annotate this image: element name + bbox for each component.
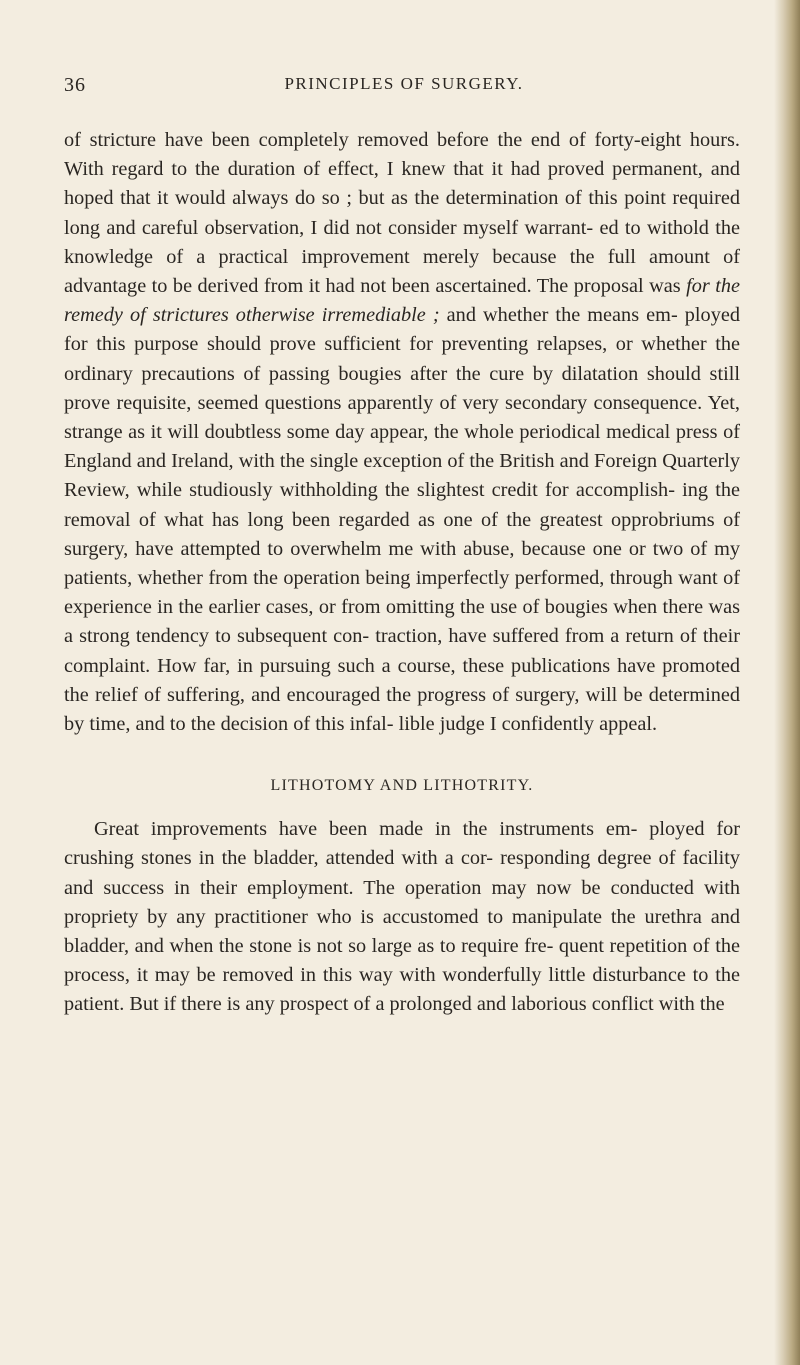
page-edge-shadow [774,0,800,1365]
paragraph1-italic-phrase: for the remedy of strictures otherwise irremediable ; [64,275,740,327]
page-header [64,74,744,104]
paragraph1-text-start: of stricture have been completely removed before the end of forty-eight hours. With regard to the duration of effect, I knew that it had proved permanent, and hoped that it would always do so ; but as the determination of this point required long and careful observation, I did not consider myself warrant- ed to withold the knowledge of a practical improvement merely because the full amount of advantage to be derived from it had not been ascertained. The proposal was [64,129,740,298]
paragraph-continued [64,126,740,739]
running-title: PRINCIPLES OF SURGERY. [284,74,524,93]
body-text [64,126,740,1020]
section-heading: LITHOTOMY AND LITHOTRITY. [270,777,534,795]
paragraph1-text-end: and whether the means em- ployed for this purpose should prove sufficient for preventing relapses, or whether the ordinary precautions of passing bougies after the cure by dilatation should still prove requisite, seemed questions apparently of very secondary consequence. Yet, strange as it will doubtless some day appear, the whole periodical medical press of England and Ireland, with the single exception of the British and Foreign Quarterly Review, while studiously withholding the slightest credit for accomplish- ing the removal of what has long been regarded as one of the greatest opprobriums of surgery, have attempted to overwhelm me with abuse, because one or two of my patients, whether from the operation being imperfectly performed, through want of experience in the earlier cases, or from omitting the use of bougies when there was a strong tendency to subsequent con- traction, have suffered from a return of their complaint. How far, in pursuing such a course, these publications have promoted the relief of suffering, and encouraged the progress of surgery, will be determined by time, and to the decision of this infal- lible judge I confidently appeal. [64,304,740,736]
page-number: 36 [64,74,86,96]
paragraph-lithotomy: Great improvements have been made in the instruments em- ployed for crushing stones in the bladder, attended with a cor- responding degree of facility and success in their employment. The operation may now be conducted with propriety by any practitioner who is accustomed to manipulate the urethra and bladder, and when the stone is not so large as to require fre- quent repetition of the process, it may be removed in this way with wonderfully little disturbance to the patient. But if there is any prospect of a prolonged and laborious conflict with the [64,818,740,1016]
